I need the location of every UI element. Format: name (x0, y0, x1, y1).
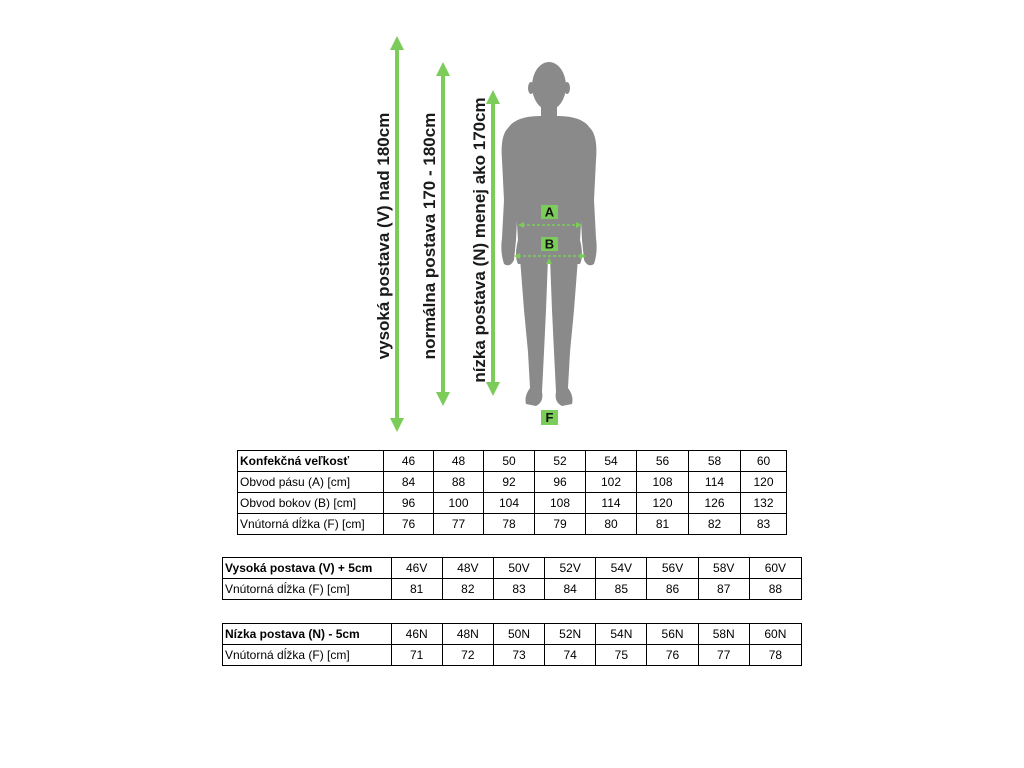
value-cell: 81 (391, 579, 442, 600)
value-cell: 79 (535, 514, 586, 535)
size-table-tall (222, 557, 802, 600)
size-cell: 48V (442, 558, 493, 579)
value-cell: 108 (637, 472, 689, 493)
size-cell: 52N (545, 624, 596, 645)
size-cell: 48 (434, 451, 484, 472)
value-cell: 73 (493, 645, 544, 666)
value-cell: 82 (442, 579, 493, 600)
size-cell: 58 (689, 451, 741, 472)
value-cell: 126 (689, 493, 741, 514)
value-cell: 83 (493, 579, 544, 600)
size-cell: 60N (749, 624, 801, 645)
normal-height-label: normálna postava 170 - 180cm (420, 112, 439, 360)
value-cell: 81 (637, 514, 689, 535)
size-cell: 56V (647, 558, 698, 579)
svg-text:A: A (544, 204, 555, 220)
marker-b (541, 237, 558, 252)
short-height-label: nízka postava (N) menej ako 170cm (470, 97, 489, 383)
header-label: Konfekčná veľkosť (238, 451, 384, 472)
value-cell: 82 (689, 514, 741, 535)
size-cell: 54N (596, 624, 647, 645)
size-cell: 60 (741, 451, 787, 472)
size-cell: 56N (647, 624, 698, 645)
value-cell: 83 (741, 514, 787, 535)
value-cell: 108 (535, 493, 586, 514)
svg-text:F: F (545, 410, 554, 425)
header-label: Nízka postava (N) - 5cm (223, 624, 392, 645)
table-row (238, 493, 787, 514)
value-cell: 100 (434, 493, 484, 514)
value-cell: 80 (586, 514, 637, 535)
value-cell: 87 (698, 579, 749, 600)
value-cell: 78 (749, 645, 801, 666)
size-cell: 48N (442, 624, 493, 645)
size-cell: 50V (493, 558, 544, 579)
value-cell: 76 (384, 514, 434, 535)
row-label: Obvod bokov (B) [cm] (238, 493, 384, 514)
table-header-row (223, 558, 802, 579)
value-cell: 114 (689, 472, 741, 493)
size-cell: 46 (384, 451, 434, 472)
value-cell: 86 (647, 579, 698, 600)
value-cell: 72 (442, 645, 493, 666)
size-cell: 58N (698, 624, 749, 645)
value-cell: 132 (741, 493, 787, 514)
size-table-short (222, 623, 802, 666)
value-cell: 120 (637, 493, 689, 514)
marker-f (541, 410, 558, 425)
size-cell: 46V (391, 558, 442, 579)
value-cell: 71 (391, 645, 442, 666)
size-cell: 60V (749, 558, 801, 579)
value-cell: 85 (596, 579, 647, 600)
value-cell: 102 (586, 472, 637, 493)
table-row (238, 472, 787, 493)
size-table-main (237, 450, 787, 535)
value-cell: 78 (484, 514, 535, 535)
size-cell: 50N (493, 624, 544, 645)
value-cell: 74 (545, 645, 596, 666)
table-header-row (238, 451, 787, 472)
value-cell: 77 (434, 514, 484, 535)
value-cell: 76 (647, 645, 698, 666)
row-label: Vnútorná dĺžka (F) [cm] (223, 579, 392, 600)
value-cell: 96 (384, 493, 434, 514)
value-cell: 96 (535, 472, 586, 493)
size-cell: 52 (535, 451, 586, 472)
row-label: Vnútorná dĺžka (F) [cm] (238, 514, 384, 535)
size-cell: 54V (596, 558, 647, 579)
value-cell: 84 (384, 472, 434, 493)
tall-height-label: vysoká postava (V) nad 180cm (374, 112, 393, 360)
table-row (223, 645, 802, 666)
size-cell: 56 (637, 451, 689, 472)
table-row (238, 514, 787, 535)
row-label: Vnútorná dĺžka (F) [cm] (223, 645, 392, 666)
value-cell: 88 (434, 472, 484, 493)
row-label: Obvod pásu (A) [cm] (238, 472, 384, 493)
marker-a (541, 205, 558, 220)
size-cell: 52V (545, 558, 596, 579)
header-label: Vysoká postava (V) + 5cm (223, 558, 392, 579)
value-cell: 92 (484, 472, 535, 493)
value-cell: 77 (698, 645, 749, 666)
size-cell: 50 (484, 451, 535, 472)
table-row (223, 579, 802, 600)
value-cell: 84 (545, 579, 596, 600)
table-header-row (223, 624, 802, 645)
size-cell: 54 (586, 451, 637, 472)
value-cell: 120 (741, 472, 787, 493)
value-cell: 88 (749, 579, 801, 600)
value-cell: 75 (596, 645, 647, 666)
size-cell: 46N (391, 624, 442, 645)
value-cell: 104 (484, 493, 535, 514)
svg-text:B: B (544, 236, 555, 252)
value-cell: 114 (586, 493, 637, 514)
size-cell: 58V (698, 558, 749, 579)
